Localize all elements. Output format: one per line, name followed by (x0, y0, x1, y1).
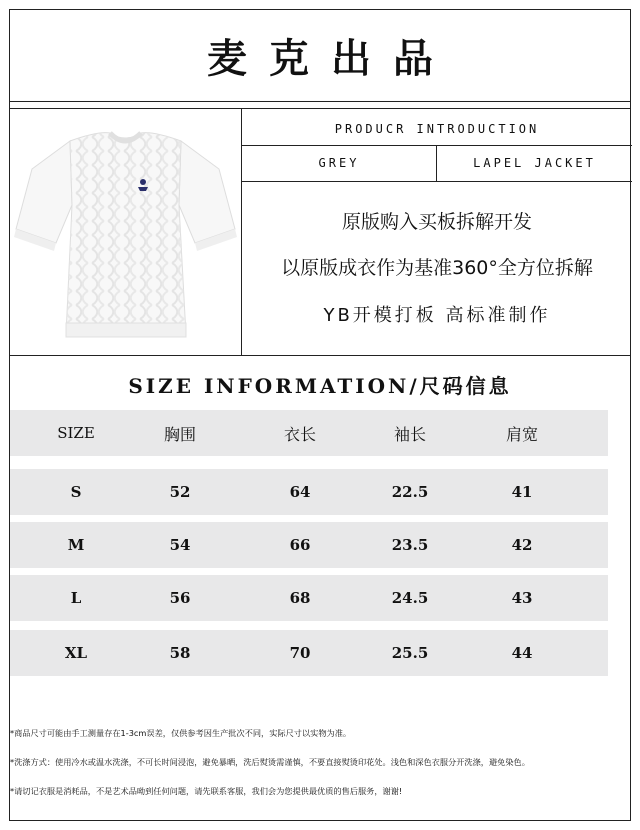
table-header-cell: 胸围 (163, 424, 196, 444)
table-cell: 22.5 (391, 483, 429, 501)
product-image (10, 109, 241, 356)
table-cell: 66 (289, 536, 311, 554)
table-row (10, 469, 608, 515)
table-cell: 52 (169, 483, 191, 501)
table-cell: S (70, 483, 82, 501)
table-header-row (10, 410, 608, 456)
description-line-3: YB开模打板 高标准制作 (323, 305, 551, 326)
color-label: GREY (318, 156, 360, 170)
note-line: *商品尺寸可能由手工测量存在1-3cm误差，仅供参考因生产批次不同，实际尺寸以实物为准。 (10, 728, 352, 738)
table-cell: 23.5 (391, 536, 429, 554)
note-line: *洗涤方式：使用冷水或温水洗涤，不可长时间浸泡，避免暴晒，洗后熨烫需谨慎，不要直接熨烫印花处。浅色和深色衣服分开洗涤，避免染色。 (10, 757, 530, 767)
product-section (10, 109, 630, 356)
table-header-cell: 衣长 (283, 424, 316, 444)
description-line-1: 原版购入买板拆解开发 (341, 211, 532, 233)
table-row (10, 522, 608, 568)
table-header-cell: 肩宽 (505, 424, 538, 444)
divider (10, 355, 630, 356)
table-row (10, 630, 608, 676)
table-cell: 42 (511, 536, 533, 554)
table-cell: XL (64, 644, 88, 662)
table-cell: 43 (511, 589, 533, 607)
divider (242, 145, 632, 146)
table-header-cell: 袖长 (393, 424, 426, 444)
table-cell: 44 (511, 644, 533, 662)
table-cell: M (67, 536, 85, 554)
table-cell: 54 (169, 536, 191, 554)
table-cell: 41 (511, 483, 533, 501)
style-label: LAPEL JACKET (473, 156, 596, 170)
table-cell: 25.5 (391, 644, 429, 662)
divider (242, 181, 632, 182)
table-cell: 64 (289, 483, 311, 501)
note-line: *请切记衣服是消耗品，不是艺术品呦到任何问题，请先联系客服，我们会为您提供最优质的售后服务，谢谢! (10, 786, 403, 796)
table-cell: 68 (289, 589, 311, 607)
table-cell: 70 (289, 644, 311, 662)
table-cell: 56 (169, 589, 191, 607)
page-title: 麦克出品 (207, 36, 455, 82)
product-info (242, 109, 632, 356)
table-cell: 24.5 (391, 589, 429, 607)
table-cell: L (70, 589, 82, 607)
table-row (10, 575, 608, 621)
description-line-2: 以原版成衣作为基准360°全方位拆解 (281, 257, 593, 279)
table-cell: 58 (169, 644, 191, 662)
divider (10, 101, 630, 102)
table-header-cell: SIZE (57, 424, 95, 442)
intro-label: PRODUCR INTRODUCTION (334, 122, 540, 136)
size-info-title: SIZE INFORMATION/尺码信息 (128, 374, 512, 398)
